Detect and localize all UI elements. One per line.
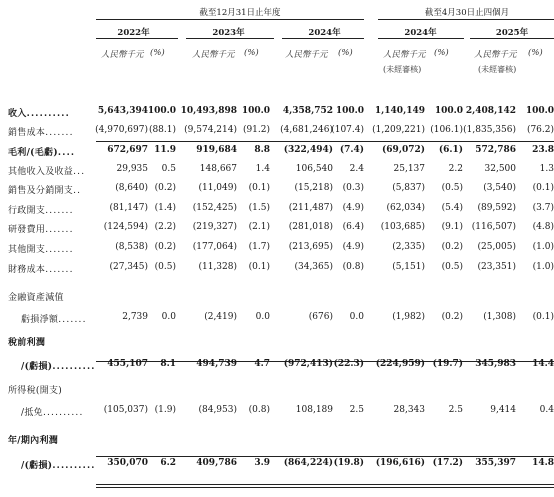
cell-amt-2024-4m: (62,034) xyxy=(386,203,425,213)
cell-amt-2022: (105,037) xyxy=(103,405,148,415)
cell-pct-2022: 100.0 xyxy=(147,106,176,116)
cell-pct-2022: 6.2 xyxy=(160,458,176,468)
cell-amt-2022: (81,147) xyxy=(109,203,148,213)
cell-amt-2024-4m: 1,140,149 xyxy=(374,106,425,116)
subtotal-rule xyxy=(96,141,554,142)
cell-pct-2023: (0.1) xyxy=(248,183,270,193)
cell-amt-2025-4m: (25,005) xyxy=(477,242,516,252)
year-rule-2024 xyxy=(282,38,364,39)
cell-amt-2023: (11,049) xyxy=(198,183,237,193)
cell-pct-2022: (1.4) xyxy=(154,203,176,213)
cell-pct-2024-4m: (5.4) xyxy=(441,203,463,213)
cell-pct-2024: (19.8) xyxy=(333,458,364,468)
row-label-text: 虧損淨額 xyxy=(21,315,59,325)
cell-pct-2022: (0.2) xyxy=(154,242,176,252)
row-label-text: 其他開支 xyxy=(8,245,46,255)
year-rule-2025-4m xyxy=(470,38,554,39)
cell-pct-2024-4m: (19.7) xyxy=(432,359,463,369)
cell-pct-2024-4m: (106.1) xyxy=(430,125,463,135)
cell-amt-2025-4m: (116,507) xyxy=(471,222,516,232)
pct-header: (%) xyxy=(528,48,543,58)
cell-pct-2025-4m: (4.8) xyxy=(532,222,554,232)
cell-pct-2024: 100.0 xyxy=(335,106,364,116)
cell-pct-2023: 4.7 xyxy=(254,359,270,369)
cell-pct-2025-4m: 0.4 xyxy=(539,405,554,415)
cell-amt-2022: (4,970,697) xyxy=(95,125,148,135)
row-label-text: 行政開支 xyxy=(8,206,46,216)
cell-amt-2023: (177,064) xyxy=(192,242,237,252)
row-label xyxy=(21,458,96,471)
cell-pct-2024: 2.4 xyxy=(349,164,364,174)
cell-amt-2023: 919,684 xyxy=(196,145,237,155)
cell-amt-2025-4m: (23,351) xyxy=(477,262,516,272)
cell-pct-2022: 0.5 xyxy=(161,164,176,174)
cell-amt-2024-4m: (103,685) xyxy=(380,222,425,232)
cell-amt-2023: 494,739 xyxy=(196,359,237,369)
cell-pct-2024: 0.0 xyxy=(349,312,364,322)
cell-amt-2024-4m: (5,837) xyxy=(392,183,425,193)
leader-dots: ....... xyxy=(45,128,74,138)
cell-amt-2022: 2,739 xyxy=(122,312,148,322)
cell-pct-2022: (0.2) xyxy=(154,183,176,193)
cell-pct-2023: 8.8 xyxy=(254,145,270,155)
row-label-text: 研發費用 xyxy=(8,225,46,235)
cell-amt-2022: (124,594) xyxy=(103,222,148,232)
row-label-text: 財務成本 xyxy=(8,265,46,275)
cell-pct-2025-4m: (1.0) xyxy=(532,262,554,272)
cell-amt-2024: (213,695) xyxy=(288,242,333,252)
row-label xyxy=(8,290,64,303)
cell-pct-2025-4m: 14.4 xyxy=(532,359,554,369)
row-label-text: 稅前利潤 xyxy=(8,338,46,348)
unit-header: 人民幣千元 xyxy=(474,50,517,60)
cell-amt-2024-4m: (1,209,221) xyxy=(372,125,425,135)
unit-header: 人民幣千元 xyxy=(285,50,328,60)
cell-pct-2024-4m: (17.2) xyxy=(432,458,463,468)
cell-pct-2024: (6.4) xyxy=(342,222,364,232)
cell-pct-2024: (22.3) xyxy=(333,359,364,369)
cell-amt-2024: (281,018) xyxy=(288,222,333,232)
cell-pct-2023: 1.4 xyxy=(255,164,270,174)
unit-header: 人民幣千元 xyxy=(101,50,144,60)
row-label-text: 毛利/(毛虧) xyxy=(8,148,58,158)
cell-amt-2024-4m: (2,335) xyxy=(392,242,425,252)
cell-amt-2023: 10,493,898 xyxy=(180,106,237,116)
total-double-rule xyxy=(96,484,554,485)
row-label-text: 銷售及分銷開支 xyxy=(8,186,74,196)
cell-pct-2024-4m: (0.2) xyxy=(441,312,463,322)
cell-amt-2025-4m: 9,414 xyxy=(490,405,516,415)
row-label-text: 金融資產減值 xyxy=(8,293,64,303)
cell-amt-2024: (676) xyxy=(308,312,333,322)
cell-amt-2022: 455,107 xyxy=(107,359,148,369)
leader-dots: ....... xyxy=(58,315,87,325)
cell-pct-2024: (7.4) xyxy=(339,145,364,155)
leader-dots: ....... xyxy=(45,225,74,235)
cell-amt-2025-4m: (1,835,356) xyxy=(463,125,516,135)
year-header-2024-4m: 2024年 xyxy=(404,28,437,38)
cell-pct-2024-4m: 2.2 xyxy=(448,164,463,174)
row-label xyxy=(8,262,74,275)
cell-amt-2025-4m: (1,308) xyxy=(483,312,516,322)
cell-amt-2024-4m: 25,137 xyxy=(393,164,425,174)
row-label xyxy=(8,125,74,138)
leader-dots: ....... xyxy=(45,245,74,255)
cell-amt-2022: (8,538) xyxy=(115,242,148,252)
cell-amt-2024: 108,189 xyxy=(295,405,333,415)
cell-amt-2023: 148,667 xyxy=(199,164,237,174)
cell-pct-2022: 11.9 xyxy=(154,145,176,155)
row-label xyxy=(21,405,84,418)
cell-amt-2025-4m: 355,397 xyxy=(475,458,516,468)
cell-pct-2024-4m: (0.2) xyxy=(441,242,463,252)
cell-pct-2022: (2.2) xyxy=(154,222,176,232)
cell-amt-2025-4m: (3,540) xyxy=(483,183,516,193)
cell-amt-2024: 106,540 xyxy=(295,164,333,174)
leader-dots: ....... xyxy=(45,265,74,275)
cell-amt-2022: 350,070 xyxy=(107,458,148,468)
row-label xyxy=(8,383,62,396)
cell-amt-2024: 4,358,752 xyxy=(282,106,333,116)
cell-amt-2023: 409,786 xyxy=(196,458,237,468)
cell-amt-2025-4m: 572,786 xyxy=(475,145,516,155)
cell-amt-2022: 5,643,394 xyxy=(97,106,148,116)
cell-pct-2022: (0.5) xyxy=(154,262,176,272)
cell-pct-2024: (107.4) xyxy=(331,125,364,135)
row-label xyxy=(8,203,74,216)
cell-amt-2024: (972,413) xyxy=(283,359,333,369)
row-label-text: /(虧損) xyxy=(21,461,53,471)
cell-amt-2024-4m: (69,072) xyxy=(382,145,425,155)
cell-pct-2023: 3.9 xyxy=(254,458,270,468)
cell-pct-2023: (1.7) xyxy=(248,242,270,252)
cell-pct-2024-4m: (9.1) xyxy=(441,222,463,232)
cell-amt-2024: (15,218) xyxy=(294,183,333,193)
cell-pct-2023: (0.8) xyxy=(248,405,270,415)
unit-header: 人民幣千元 xyxy=(383,50,426,60)
cell-pct-2023: 0.0 xyxy=(255,312,270,322)
cell-pct-2024-4m: 2.5 xyxy=(448,405,463,415)
leader-dots: ... xyxy=(73,167,86,177)
cell-pct-2022: 0.0 xyxy=(161,312,176,322)
cell-pct-2025-4m: (0.1) xyxy=(532,312,554,322)
cell-pct-2025-4m: (0.1) xyxy=(532,183,554,193)
row-label-text: 所得稅(開支) xyxy=(8,386,63,396)
cell-pct-2025-4m: (1.0) xyxy=(532,242,554,252)
cell-pct-2024-4m: 100.0 xyxy=(434,106,463,116)
unit-header: 人民幣千元 xyxy=(192,50,235,60)
pct-header: (%) xyxy=(150,48,165,58)
year-rule-2023 xyxy=(186,38,274,39)
pct-header: (%) xyxy=(244,48,259,58)
cell-amt-2024: (322,494) xyxy=(283,145,333,155)
total-double-rule xyxy=(96,487,554,488)
row-label xyxy=(21,312,87,325)
cell-pct-2025-4m: 1.3 xyxy=(539,164,554,174)
leader-dots: .. xyxy=(73,186,82,196)
cell-pct-2024-4m: (0.5) xyxy=(441,183,463,193)
row-label xyxy=(8,242,74,255)
cell-pct-2025-4m: (76.2) xyxy=(526,125,554,135)
cell-pct-2024: (4.9) xyxy=(342,203,364,213)
cell-pct-2024-4m: (6.1) xyxy=(438,145,463,155)
subtotal-rule xyxy=(96,456,554,457)
cell-amt-2024-4m: 28,343 xyxy=(393,405,425,415)
cell-amt-2023: (84,953) xyxy=(198,405,237,415)
cell-pct-2022: 8.1 xyxy=(160,359,176,369)
cell-amt-2023: (2,419) xyxy=(204,312,237,322)
row-label-text: 年/期內利潤 xyxy=(8,436,59,446)
leader-dots: .......... xyxy=(42,408,84,418)
cell-amt-2025-4m: 32,500 xyxy=(484,164,516,174)
cell-pct-2022: (88.1) xyxy=(148,125,176,135)
cell-amt-2022: (27,345) xyxy=(109,262,148,272)
cell-amt-2024-4m: (5,151) xyxy=(392,262,425,272)
row-label xyxy=(21,359,96,372)
cell-pct-2024: 2.5 xyxy=(349,405,364,415)
year-rule-2024-4m xyxy=(378,38,464,39)
year-header-2024: 2024年 xyxy=(308,28,341,38)
leader-dots: .......... xyxy=(52,362,96,372)
cell-pct-2025-4m: (3.7) xyxy=(532,203,554,213)
cell-pct-2023: (1.5) xyxy=(248,203,270,213)
year-header-2023: 2023年 xyxy=(212,28,245,38)
cell-amt-2022: 29,935 xyxy=(116,164,148,174)
year-rule-2022 xyxy=(96,38,178,39)
cell-amt-2025-4m: 345,983 xyxy=(475,359,516,369)
cell-amt-2025-4m: 2,408,142 xyxy=(465,106,516,116)
fy-group-header: 截至12月31日止年度 xyxy=(199,8,281,18)
row-label-text: 其他收入及收益 xyxy=(8,167,74,177)
cell-amt-2024: (34,365) xyxy=(294,262,333,272)
cell-amt-2024-4m: (1,982) xyxy=(392,312,425,322)
unaudited-note: (未經審核) xyxy=(383,65,422,74)
cell-amt-2023: (219,327) xyxy=(192,222,237,232)
row-label xyxy=(8,164,85,177)
cell-amt-2024-4m: (196,616) xyxy=(375,458,425,468)
cell-amt-2024: (864,224) xyxy=(283,458,333,468)
year-header-2022: 2022年 xyxy=(117,28,150,38)
cell-pct-2023: (91.2) xyxy=(242,125,270,135)
cell-pct-2024: (0.8) xyxy=(342,262,364,272)
row-label-text: 銷售成本 xyxy=(8,128,46,138)
cell-pct-2024: (0.3) xyxy=(342,183,364,193)
cell-pct-2025-4m: 100.0 xyxy=(525,106,554,116)
fy-group-rule xyxy=(96,19,364,20)
row-label xyxy=(8,183,81,196)
cell-amt-2023: (9,574,214) xyxy=(184,125,237,135)
period-group-header: 截至4月30日止四個月 xyxy=(424,8,510,18)
cell-amt-2025-4m: (89,592) xyxy=(477,203,516,213)
row-label-text: 收入 xyxy=(8,109,27,119)
cell-pct-2023: 100.0 xyxy=(241,106,270,116)
cell-pct-2024: (4.9) xyxy=(342,242,364,252)
cell-amt-2024: (4,681,246) xyxy=(280,125,333,135)
cell-pct-2025-4m: 14.8 xyxy=(532,458,554,468)
row-label-text: /抵免 xyxy=(21,408,43,418)
cell-pct-2025-4m: 23.8 xyxy=(532,145,554,155)
row-label xyxy=(8,145,75,158)
period-group-rule xyxy=(378,19,554,20)
row-label xyxy=(8,222,74,235)
row-label xyxy=(8,335,45,348)
cell-amt-2022: 672,697 xyxy=(107,145,148,155)
cell-pct-2024-4m: (0.5) xyxy=(441,262,463,272)
row-label xyxy=(8,433,58,446)
unaudited-note: (未經審核) xyxy=(478,65,517,74)
row-label xyxy=(8,106,70,119)
cell-amt-2022: (8,640) xyxy=(115,183,148,193)
leader-dots: .......... xyxy=(52,461,96,471)
cell-amt-2023: (11,328) xyxy=(198,262,237,272)
leader-dots: ....... xyxy=(45,206,74,216)
cell-amt-2024-4m: (224,959) xyxy=(375,359,425,369)
row-label-text: /(虧損) xyxy=(21,362,53,372)
cell-pct-2023: (0.1) xyxy=(248,262,270,272)
year-header-2025-4m: 2025年 xyxy=(495,28,529,38)
pct-header: (%) xyxy=(338,48,353,58)
pct-header: (%) xyxy=(434,48,449,58)
cell-pct-2023: (2.1) xyxy=(248,222,270,232)
cell-amt-2023: (152,425) xyxy=(192,203,237,213)
cell-amt-2024: (211,487) xyxy=(288,203,333,213)
cell-pct-2022: (1.9) xyxy=(154,405,176,415)
leader-dots: .... xyxy=(57,148,76,158)
leader-dots: .......... xyxy=(26,109,70,119)
